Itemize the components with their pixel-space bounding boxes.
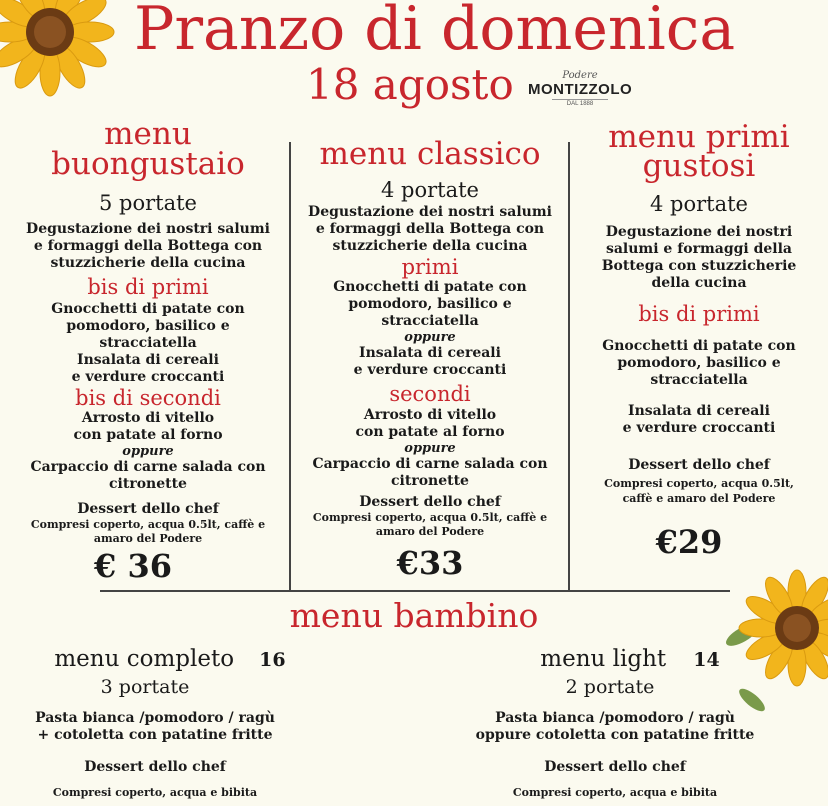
menu-primi-gustosi [572,119,826,561]
starter-text [292,204,568,255]
oppure-label: oppure [404,441,456,456]
kids-menu-price: 14 [693,649,720,671]
starter-line: e formaggi della Bottega con [33,238,263,254]
courses-count: 3 portate [100,676,190,698]
dessert-text: Dessert dello chef [628,457,770,473]
podere-logo [528,70,632,109]
starter-line: Degustazione dei nostri [605,224,793,240]
dish-line: pomodoro, basilico e [348,296,512,312]
dish-line: con patate al forno [355,424,505,440]
dish-line: Carpaccio di carne salada con [30,459,266,475]
primi-list [292,279,568,379]
dish-line: stracciatella [650,372,748,388]
courses-count: 4 portate [381,178,479,202]
event-date: 18 agosto [306,60,514,109]
kids-dish [0,710,330,744]
dessert-text: Dessert dello chef [544,759,686,775]
logo-script: Podere [562,70,598,81]
menu-classico [292,134,568,581]
section-divider [100,590,730,592]
dish-line: + cotoletta con patatine fritte [37,727,273,743]
dessert-text: Dessert dello chef [77,501,219,517]
starter-line: Degustazione dei nostri salumi [26,221,270,237]
kids-menu-price: 16 [259,649,286,671]
kids-menu-title: menu bambino [289,596,539,635]
dish-line: pomodoro, basilico e [617,355,781,371]
dish-line: Pasta bianca /pomodoro / ragù [495,710,735,726]
oppure-label: oppure [404,330,456,345]
courses-count: 2 portate [565,676,655,698]
included-text: Compresi coperto, acqua e bibita [512,786,718,799]
dish-line: Arrosto di vitello [81,410,215,426]
courses-count: 4 portate [650,192,748,216]
starter-line: stuzzicherie della cucina [50,255,246,271]
starter-text [572,224,826,292]
primi-heading: primi [401,255,459,279]
starter-line: stuzzicherie della cucina [332,238,528,254]
primi-heading: bis di primi [87,275,209,299]
dish-line: Gnocchetti di patate con [602,338,796,354]
dish-line: Gnocchetti di patate con [51,301,245,317]
menu-buongustaio [10,116,286,585]
dish-line: Arrosto di vitello [363,407,497,423]
included-line: caffè e amaro del Podere [622,492,776,505]
secondi-heading: secondi [389,382,471,406]
menu-title-line2: gustosi [642,148,756,184]
included-text [292,511,568,539]
dish-line: Insalata di cereali [77,352,219,368]
oppure-label: oppure [122,444,174,459]
menu-title-line1: menu primi [608,119,790,155]
dish-line: e verdure croccanti [622,420,776,436]
primi-alt-list [572,403,826,437]
dish-line: Pasta bianca /pomodoro / ragù [35,710,275,726]
kids-menu-header [470,644,790,676]
sunflower-top-left-icon [0,0,140,110]
starter-line: Degustazione dei nostri salumi [308,204,552,220]
primi-list [10,301,286,386]
page-title: Pranzo di domenica [134,0,736,64]
kids-menu-light [470,644,790,800]
dish-line: Insalata di cereali [628,403,770,419]
starter-line: Bottega con stuzzicherie [601,258,797,274]
dessert-text: Dessert dello chef [84,759,226,775]
menu-price: €33 [396,544,464,582]
included-line: Compresi coperto, acqua 0.5lt, [604,477,794,490]
kids-menu-name: menu completo [54,646,235,672]
secondi-list [292,407,568,490]
courses-count: 5 portate [99,191,197,215]
starter-line: della cucina [651,275,747,291]
included-line: Compresi coperto, acqua 0.5lt, caffè e [30,518,266,531]
column-divider-1 [289,142,291,590]
logo-name: MONTIZZOLO [528,81,633,98]
dish-line: citronette [109,476,187,492]
dessert-text: Dessert dello chef [359,494,501,510]
column-divider-2 [568,142,570,590]
dish-line: e verdure croccanti [71,369,225,385]
dish-line: Insalata di cereali [359,345,501,361]
kids-menu-header [10,644,330,676]
primi-heading: bis di primi [638,302,760,326]
secondi-list [10,410,286,493]
dish-line: stracciatella [99,335,197,351]
menu-price: € 36 [94,547,172,585]
menu-title-line1: menu [104,116,192,152]
included-line: amaro del Podere [375,525,485,538]
primi-list [572,338,826,389]
included-text [10,518,286,546]
menu-title: menu classico [319,136,541,172]
secondi-heading: bis di secondi [75,386,221,410]
starter-text [10,221,286,272]
included-text [572,476,826,506]
dish-line: Carpaccio di carne salada con [312,456,548,472]
dish-line: citronette [391,473,469,489]
dish-line: pomodoro, basilico e [66,318,230,334]
starter-line: e formaggi della Bottega con [315,221,545,237]
included-line: amaro del Podere [93,532,203,545]
dish-line: oppure cotoletta con patatine fritte [475,727,755,743]
dish-line: e verdure croccanti [353,362,507,378]
dish-line: stracciatella [381,313,479,329]
kids-menu-completo [10,644,330,800]
dish-line: Gnocchetti di patate con [333,279,527,295]
starter-line: salumi e formaggi della [605,241,793,257]
included-text: Compresi coperto, acqua e bibita [52,786,258,799]
kids-menu-name: menu light [540,646,667,672]
dish-line: con patate al forno [73,427,223,443]
included-line: Compresi coperto, acqua 0.5lt, caffè e [312,511,548,524]
kids-dish [440,710,790,744]
logo-since: DAL 1888 [552,99,608,109]
menu-price: €29 [655,523,723,561]
menu-title-line2: buongustaio [51,146,245,182]
